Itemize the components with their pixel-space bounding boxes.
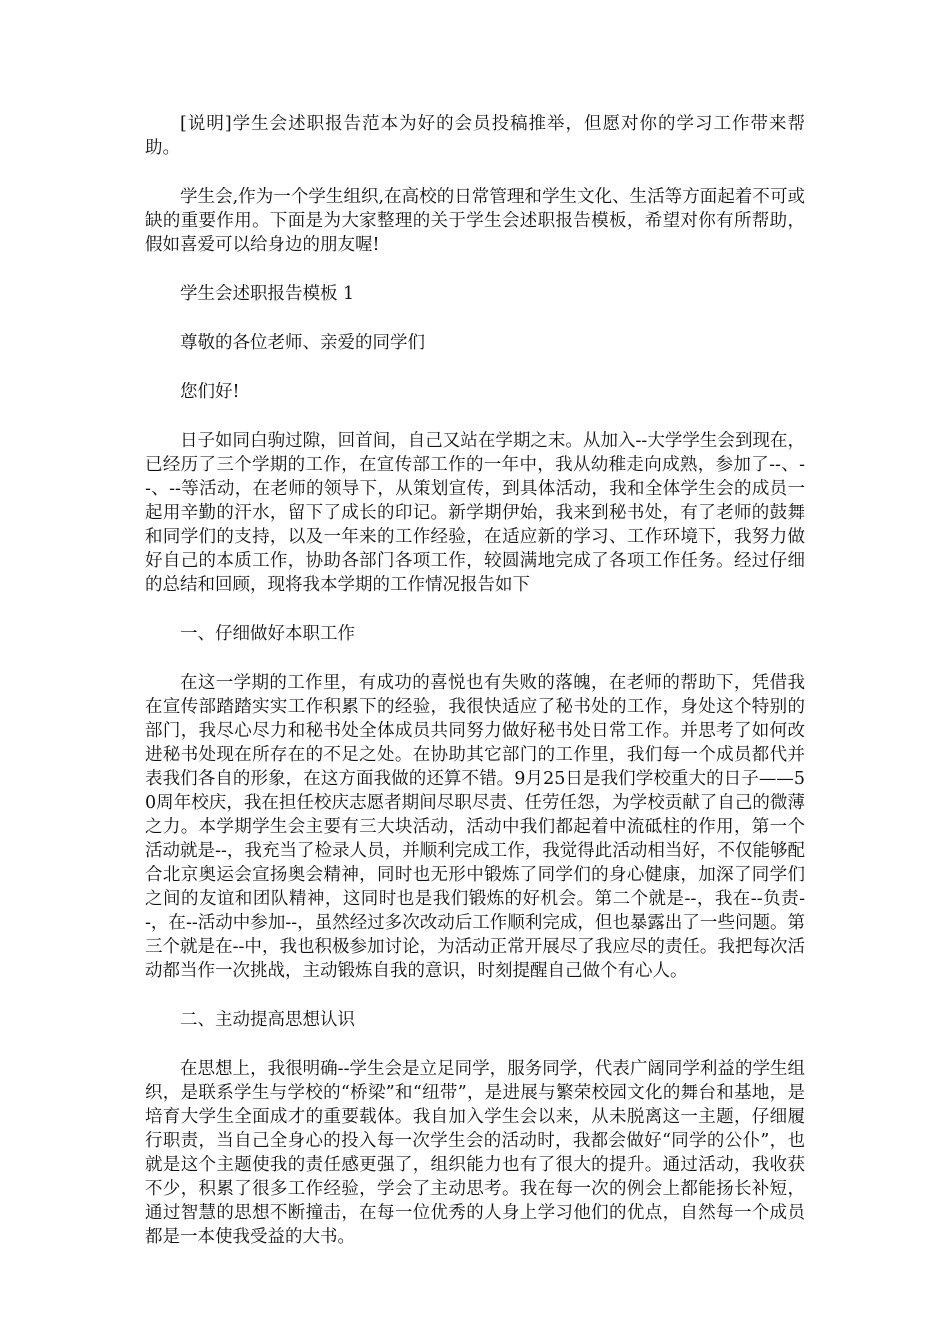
salutation: 尊敬的各位老师、亲爱的同学们: [180, 333, 425, 353]
section-title: 学生会述职报告模板 1: [180, 284, 355, 304]
body-paragraph-duties: 在这一学期的工作里，有成功的喜悦也有失败的落魄，在老师的帮助下，凭借我在宣传部踏踏实实工作积累下的经验，我很快适应了秘书处的工作，身处这个特别的部门，我尽心尽力和秘书处全体成员共同努力做好秘书处日常工作。并思考了如何改进秘书处现在所存在的不足之处。在协助其它部门的工作里，我们每一个成员都代并表我们各自的形象，在这方面我做的还算不错。9月25日是我们学校重大的日子——50周年校庆，我在担任校庆志愿者期间尽职尽责、任劳任怨，为学校贡献了自己的微薄之力。本学期学生会主要有三大块活动，活动中我们都起着中流砥柱的作用，第一个活动就是--，我充当了检录人员，并顺利完成工作，我觉得此活动相当好，不仅能够配合北京奥运会宣扬奥会精神，同时也无形中锻炼了同学们的身心健康，加深了同学们之间的友谊和团队精神，这同时也是我们锻炼的好机会。第二个就是--，我在--负责--，在--活动中参加--，虽然经过多次改动后工作顺利完成，但也暴露出了一些问题。第三个就是在--中，我也积极参加讨论，为活动正常开展尽了我应尽的责任。我把每次活动都当作一次挑战，主动锻炼自我的意识，时刻提醒自己做个有心人。: [145, 673, 805, 981]
document-page: [145, 112, 805, 1274]
intro-note: [说明]学生会述职报告范本为好的会员投稿推举，但愿对你的学习工作带来帮助。: [145, 114, 805, 158]
intro-paragraph: 学生会,作为一个学生组织,在高校的日常管理和学生文化、生活等方面起着不可或缺的重要作用。下面是为大家整理的关于学生会述职报告模板，希望对你有所帮助，假如喜爱可以给身边的朋友喔!: [145, 187, 805, 255]
body-paragraph-opening: 日子如同白驹过隙，回首间，自己又站在学期之末。从加入--大学学生会到现在，已经历了三个学期的工作，在宣传部工作的一年中，我从幼稚走向成熟，参加了--、--、--等活动，在老师的领导下，从策划宣传，到具体活动，我和全体学生会的成员一起用辛勤的汗水，留下了成长的印记。新学期伊始，我来到秘书处，有了老师的鼓舞和同学们的支持，以及一年来的工作经验，在适应新的学习、工作环境下，我努力做好自己的本质工作，协助各部门各项工作，较圆满地完成了各项工作任务。经过仔细的总结和回顾，现将我本学期的工作情况报告如下: [145, 431, 805, 595]
greeting: 您们好!: [180, 382, 240, 402]
heading-two: 二、主动提高思想认识: [180, 1010, 355, 1030]
body-paragraph-thinking: 在思想上，我很明确--学生会是立足同学，服务同学，代表广阔同学利益的学生组织，是联系学生与学校的“桥梁”和“纽带”，是进展与繁荣校园文化的舞台和基地，是培育大学生全面成才的重要载体。我自加入学生会以来，从未脱离这一主题，仔细履行职责，当自己全身心的投入每一次学生会的活动时，我都会做好“同学的公仆”，也就是这个主题使我的责任感更强了，组织能力也有了很大的提升。通过活动，我收获不少，积累了很多工作经验，学会了主动思考。我在每一次的例会上都能扬长补短，通过智慧的思想不断撞击，在每一位优秀的人身上学习他们的优点，自然每一个成员都是一本使我受益的大书。: [145, 1059, 805, 1247]
heading-one: 一、仔细做好本职工作: [180, 624, 355, 644]
